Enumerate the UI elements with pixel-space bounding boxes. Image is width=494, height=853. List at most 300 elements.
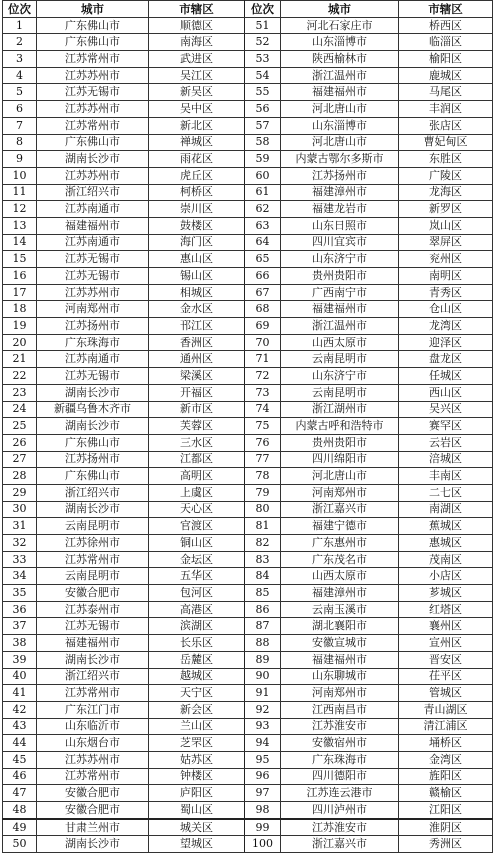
table-row xyxy=(3,651,493,668)
cell-district-left: 惠山区 xyxy=(149,251,245,268)
cell-city-left: 江苏常州市 xyxy=(37,117,149,134)
cell-rank-left: 40 xyxy=(3,668,37,685)
cell-district-right: 宣州区 xyxy=(399,635,493,652)
cell-rank-left: 42 xyxy=(3,701,37,718)
cell-city-right: 云南昆明市 xyxy=(281,351,399,368)
cell-district-left: 庐阳区 xyxy=(149,785,245,802)
header-city-left: 城市 xyxy=(37,1,149,18)
table-row xyxy=(3,251,493,268)
cell-city-right: 山东日照市 xyxy=(281,217,399,234)
table-row xyxy=(3,718,493,735)
cell-city-left: 江苏苏州市 xyxy=(37,751,149,768)
cell-district-right: 清江浦区 xyxy=(399,718,493,735)
cell-city-right: 河北唐山市 xyxy=(281,468,399,485)
cell-city-right: 山东济宁市 xyxy=(281,251,399,268)
cell-district-left: 滨湖区 xyxy=(149,618,245,635)
cell-city-left: 广东江门市 xyxy=(37,701,149,718)
cell-district-right: 青秀区 xyxy=(399,284,493,301)
cell-rank-right: 94 xyxy=(245,735,281,752)
cell-district-left: 三水区 xyxy=(149,434,245,451)
cell-district-left: 天宁区 xyxy=(149,685,245,702)
cell-rank-right: 68 xyxy=(245,301,281,318)
cell-district-right: 秀洲区 xyxy=(399,836,493,853)
cell-city-left: 湖南长沙市 xyxy=(37,384,149,401)
cell-city-right: 福建宁德市 xyxy=(281,518,399,535)
header-rank-right: 位次 xyxy=(245,1,281,18)
cell-city-right: 山西太原市 xyxy=(281,334,399,351)
table-row xyxy=(3,284,493,301)
cell-district-left: 顺德区 xyxy=(149,17,245,34)
cell-rank-right: 86 xyxy=(245,601,281,618)
table-row xyxy=(3,635,493,652)
cell-district-left: 新吴区 xyxy=(149,84,245,101)
table-row xyxy=(3,585,493,602)
cell-district-right: 管城区 xyxy=(399,685,493,702)
cell-rank-right: 60 xyxy=(245,167,281,184)
cell-city-right: 广东珠海市 xyxy=(281,751,399,768)
cell-city-right: 福建龙岩市 xyxy=(281,201,399,218)
cell-district-left: 锡山区 xyxy=(149,268,245,285)
cell-city-right: 内蒙古呼和浩特市 xyxy=(281,418,399,435)
cell-rank-left: 23 xyxy=(3,384,37,401)
cell-district-left: 香洲区 xyxy=(149,334,245,351)
cell-rank-left: 15 xyxy=(3,251,37,268)
cell-rank-right: 67 xyxy=(245,284,281,301)
table-row xyxy=(3,67,493,84)
cell-rank-right: 84 xyxy=(245,568,281,585)
cell-rank-left: 6 xyxy=(3,101,37,118)
cell-city-right: 云南昆明市 xyxy=(281,384,399,401)
cell-rank-right: 61 xyxy=(245,184,281,201)
table-row xyxy=(3,117,493,134)
cell-rank-right: 91 xyxy=(245,685,281,702)
cell-city-right: 浙江嘉兴市 xyxy=(281,836,399,853)
header-row xyxy=(3,1,493,18)
cell-city-right: 山东济宁市 xyxy=(281,368,399,385)
cell-district-left: 芙蓉区 xyxy=(149,418,245,435)
cell-district-left: 南海区 xyxy=(149,34,245,51)
table-row xyxy=(3,217,493,234)
table-row xyxy=(3,401,493,418)
cell-district-right: 云岩区 xyxy=(399,434,493,451)
cell-district-right: 芗城区 xyxy=(399,585,493,602)
cell-city-left: 山东临沂市 xyxy=(37,718,149,735)
cell-district-right: 榆阳区 xyxy=(399,51,493,68)
cell-city-right: 内蒙古鄂尔多斯市 xyxy=(281,151,399,168)
cell-district-left: 海门区 xyxy=(149,234,245,251)
cell-rank-right: 92 xyxy=(245,701,281,718)
table-row xyxy=(3,518,493,535)
cell-district-left: 新会区 xyxy=(149,701,245,718)
cell-district-left: 高港区 xyxy=(149,601,245,618)
cell-district-right: 吴兴区 xyxy=(399,401,493,418)
cell-district-right: 曹妃甸区 xyxy=(399,134,493,151)
cell-city-right: 福建福州市 xyxy=(281,84,399,101)
cell-city-right: 山东淄博市 xyxy=(281,34,399,51)
cell-city-right: 安徽宿州市 xyxy=(281,735,399,752)
cell-district-right: 鹿城区 xyxy=(399,67,493,84)
table-row xyxy=(3,535,493,552)
cell-city-right: 福建福州市 xyxy=(281,651,399,668)
cell-district-left: 望城区 xyxy=(149,836,245,853)
cell-district-left: 高明区 xyxy=(149,468,245,485)
cell-district-left: 芝罘区 xyxy=(149,735,245,752)
cell-rank-right: 64 xyxy=(245,234,281,251)
cell-district-right: 旌阳区 xyxy=(399,768,493,785)
cell-city-left: 江苏南通市 xyxy=(37,234,149,251)
cell-rank-right: 98 xyxy=(245,802,281,819)
cell-city-left: 湖南长沙市 xyxy=(37,418,149,435)
cell-city-left: 河南郑州市 xyxy=(37,301,149,318)
header-district-left: 市辖区 xyxy=(149,1,245,18)
cell-city-right: 四川德阳市 xyxy=(281,768,399,785)
table-row xyxy=(3,468,493,485)
cell-rank-left: 29 xyxy=(3,484,37,501)
cell-city-left: 山东烟台市 xyxy=(37,735,149,752)
cell-district-right: 新罗区 xyxy=(399,201,493,218)
cell-rank-right: 71 xyxy=(245,351,281,368)
cell-city-right: 湖北襄阳市 xyxy=(281,618,399,635)
cell-rank-right: 85 xyxy=(245,585,281,602)
cell-district-left: 新市区 xyxy=(149,401,245,418)
cell-district-right: 迎泽区 xyxy=(399,334,493,351)
cell-city-right: 福建漳州市 xyxy=(281,184,399,201)
cell-city-right: 陕西榆林市 xyxy=(281,51,399,68)
cell-district-left: 江都区 xyxy=(149,451,245,468)
cell-rank-left: 33 xyxy=(3,551,37,568)
cell-city-left: 江苏南通市 xyxy=(37,201,149,218)
cell-rank-left: 36 xyxy=(3,601,37,618)
cell-rank-right: 75 xyxy=(245,418,281,435)
cell-rank-left: 26 xyxy=(3,434,37,451)
cell-city-left: 甘肃兰州市 xyxy=(37,819,149,836)
table-row xyxy=(3,819,493,836)
cell-district-left: 越城区 xyxy=(149,668,245,685)
cell-city-left: 江苏扬州市 xyxy=(37,318,149,335)
cell-rank-right: 95 xyxy=(245,751,281,768)
cell-rank-right: 73 xyxy=(245,384,281,401)
cell-city-left: 江苏徐州市 xyxy=(37,535,149,552)
cell-city-right: 浙江温州市 xyxy=(281,67,399,84)
ranking-table xyxy=(2,0,493,853)
cell-rank-left: 16 xyxy=(3,268,37,285)
cell-district-right: 晋安区 xyxy=(399,651,493,668)
cell-district-left: 包河区 xyxy=(149,585,245,602)
cell-rank-right: 87 xyxy=(245,618,281,635)
header-district-right: 市辖区 xyxy=(399,1,493,18)
cell-rank-right: 65 xyxy=(245,251,281,268)
cell-district-left: 五华区 xyxy=(149,568,245,585)
table-row xyxy=(3,701,493,718)
cell-rank-left: 9 xyxy=(3,151,37,168)
cell-city-left: 江苏苏州市 xyxy=(37,101,149,118)
cell-rank-left: 19 xyxy=(3,318,37,335)
table-row xyxy=(3,768,493,785)
cell-district-left: 上虞区 xyxy=(149,484,245,501)
cell-city-left: 安徽合肥市 xyxy=(37,802,149,819)
cell-district-right: 丰南区 xyxy=(399,468,493,485)
cell-rank-left: 44 xyxy=(3,735,37,752)
cell-district-left: 新北区 xyxy=(149,117,245,134)
cell-district-right: 西山区 xyxy=(399,384,493,401)
cell-district-left: 通州区 xyxy=(149,351,245,368)
cell-district-right: 茌平区 xyxy=(399,668,493,685)
cell-rank-left: 22 xyxy=(3,368,37,385)
cell-rank-left: 14 xyxy=(3,234,37,251)
cell-rank-left: 17 xyxy=(3,284,37,301)
cell-district-left: 禅城区 xyxy=(149,134,245,151)
cell-district-right: 青山湖区 xyxy=(399,701,493,718)
cell-rank-right: 88 xyxy=(245,635,281,652)
cell-rank-left: 39 xyxy=(3,651,37,668)
cell-rank-left: 25 xyxy=(3,418,37,435)
cell-rank-left: 5 xyxy=(3,84,37,101)
cell-rank-right: 57 xyxy=(245,117,281,134)
cell-rank-left: 12 xyxy=(3,201,37,218)
cell-rank-right: 53 xyxy=(245,51,281,68)
cell-city-left: 江苏常州市 xyxy=(37,685,149,702)
cell-district-right: 金湾区 xyxy=(399,751,493,768)
cell-city-right: 浙江湖州市 xyxy=(281,401,399,418)
cell-district-left: 武进区 xyxy=(149,51,245,68)
table-row xyxy=(3,134,493,151)
cell-rank-left: 13 xyxy=(3,217,37,234)
cell-rank-left: 41 xyxy=(3,685,37,702)
cell-rank-left: 28 xyxy=(3,468,37,485)
table-row xyxy=(3,568,493,585)
cell-city-left: 江苏苏州市 xyxy=(37,284,149,301)
cell-district-left: 钟楼区 xyxy=(149,768,245,785)
cell-district-left: 兰山区 xyxy=(149,718,245,735)
cell-district-left: 天心区 xyxy=(149,501,245,518)
cell-city-right: 河北唐山市 xyxy=(281,101,399,118)
cell-district-left: 铜山区 xyxy=(149,535,245,552)
table-row xyxy=(3,384,493,401)
cell-city-left: 安徽合肥市 xyxy=(37,585,149,602)
cell-rank-left: 47 xyxy=(3,785,37,802)
cell-district-right: 南明区 xyxy=(399,268,493,285)
table-row xyxy=(3,84,493,101)
table-row xyxy=(3,318,493,335)
table-row xyxy=(3,434,493,451)
cell-rank-left: 38 xyxy=(3,635,37,652)
cell-district-left: 吴江区 xyxy=(149,67,245,84)
cell-rank-right: 78 xyxy=(245,468,281,485)
cell-city-right: 福建漳州市 xyxy=(281,585,399,602)
cell-city-left: 云南昆明市 xyxy=(37,568,149,585)
cell-rank-left: 4 xyxy=(3,67,37,84)
cell-rank-left: 32 xyxy=(3,535,37,552)
cell-district-left: 邗江区 xyxy=(149,318,245,335)
cell-rank-right: 55 xyxy=(245,84,281,101)
cell-rank-right: 89 xyxy=(245,651,281,668)
cell-rank-left: 7 xyxy=(3,117,37,134)
cell-rank-right: 66 xyxy=(245,268,281,285)
cell-rank-right: 81 xyxy=(245,518,281,535)
cell-city-right: 浙江嘉兴市 xyxy=(281,501,399,518)
cell-city-left: 浙江绍兴市 xyxy=(37,484,149,501)
cell-rank-left: 48 xyxy=(3,802,37,819)
cell-rank-right: 56 xyxy=(245,101,281,118)
table-row xyxy=(3,268,493,285)
cell-rank-right: 62 xyxy=(245,201,281,218)
cell-district-right: 岚山区 xyxy=(399,217,493,234)
cell-district-left: 鼓楼区 xyxy=(149,217,245,234)
cell-rank-left: 35 xyxy=(3,585,37,602)
cell-rank-left: 11 xyxy=(3,184,37,201)
table-body xyxy=(3,17,493,852)
cell-rank-left: 37 xyxy=(3,618,37,635)
cell-city-left: 湖南长沙市 xyxy=(37,651,149,668)
cell-rank-right: 70 xyxy=(245,334,281,351)
cell-district-right: 淮阴区 xyxy=(399,819,493,836)
cell-district-left: 雨花区 xyxy=(149,151,245,168)
cell-district-right: 小店区 xyxy=(399,568,493,585)
cell-district-right: 马尾区 xyxy=(399,84,493,101)
cell-city-right: 云南玉溪市 xyxy=(281,601,399,618)
cell-district-left: 蜀山区 xyxy=(149,802,245,819)
cell-district-right: 襄州区 xyxy=(399,618,493,635)
cell-rank-right: 83 xyxy=(245,551,281,568)
cell-district-right: 茂南区 xyxy=(399,551,493,568)
cell-rank-right: 97 xyxy=(245,785,281,802)
cell-district-right: 红塔区 xyxy=(399,601,493,618)
cell-district-right: 南湖区 xyxy=(399,501,493,518)
cell-rank-right: 51 xyxy=(245,17,281,34)
cell-city-right: 广东茂名市 xyxy=(281,551,399,568)
cell-district-right: 盘龙区 xyxy=(399,351,493,368)
cell-city-left: 新疆乌鲁木齐市 xyxy=(37,401,149,418)
table-row xyxy=(3,34,493,51)
cell-district-right: 赛罕区 xyxy=(399,418,493,435)
cell-rank-left: 31 xyxy=(3,518,37,535)
cell-rank-right: 58 xyxy=(245,134,281,151)
table-row xyxy=(3,501,493,518)
cell-rank-left: 46 xyxy=(3,768,37,785)
cell-district-left: 长乐区 xyxy=(149,635,245,652)
cell-rank-right: 59 xyxy=(245,151,281,168)
cell-city-right: 四川宜宾市 xyxy=(281,234,399,251)
cell-rank-right: 79 xyxy=(245,484,281,501)
header-rank-left: 位次 xyxy=(3,1,37,18)
table-row xyxy=(3,334,493,351)
cell-rank-right: 96 xyxy=(245,768,281,785)
table-row xyxy=(3,618,493,635)
cell-rank-right: 69 xyxy=(245,318,281,335)
table-row xyxy=(3,167,493,184)
cell-city-right: 江西南昌市 xyxy=(281,701,399,718)
cell-city-right: 贵州贵阳市 xyxy=(281,434,399,451)
cell-district-left: 金水区 xyxy=(149,301,245,318)
cell-district-right: 兖州区 xyxy=(399,251,493,268)
cell-district-left: 崇川区 xyxy=(149,201,245,218)
table-row xyxy=(3,685,493,702)
cell-city-right: 四川绵阳市 xyxy=(281,451,399,468)
cell-city-left: 湖南长沙市 xyxy=(37,836,149,853)
cell-district-left: 官渡区 xyxy=(149,518,245,535)
cell-city-right: 山东淄博市 xyxy=(281,117,399,134)
header-city-right: 城市 xyxy=(281,1,399,18)
cell-city-left: 云南昆明市 xyxy=(37,518,149,535)
table-row xyxy=(3,51,493,68)
cell-district-left: 开福区 xyxy=(149,384,245,401)
table-row xyxy=(3,351,493,368)
cell-city-left: 广东珠海市 xyxy=(37,334,149,351)
cell-district-left: 吴中区 xyxy=(149,101,245,118)
table-row xyxy=(3,802,493,819)
cell-district-right: 任城区 xyxy=(399,368,493,385)
table-row xyxy=(3,601,493,618)
cell-district-left: 岳麓区 xyxy=(149,651,245,668)
cell-rank-left: 1 xyxy=(3,17,37,34)
cell-city-right: 河南郑州市 xyxy=(281,685,399,702)
cell-rank-left: 24 xyxy=(3,401,37,418)
cell-city-left: 福建福州市 xyxy=(37,217,149,234)
cell-city-left: 安徽合肥市 xyxy=(37,785,149,802)
cell-city-left: 广东佛山市 xyxy=(37,34,149,51)
cell-rank-right: 99 xyxy=(245,819,281,836)
cell-city-left: 江苏常州市 xyxy=(37,768,149,785)
cell-rank-left: 30 xyxy=(3,501,37,518)
cell-city-left: 江苏常州市 xyxy=(37,51,149,68)
cell-district-left: 姑苏区 xyxy=(149,751,245,768)
cell-rank-left: 34 xyxy=(3,568,37,585)
cell-rank-left: 18 xyxy=(3,301,37,318)
cell-rank-right: 100 xyxy=(245,836,281,853)
cell-city-left: 江苏无锡市 xyxy=(37,268,149,285)
cell-city-right: 广东惠州市 xyxy=(281,535,399,552)
cell-city-left: 广东佛山市 xyxy=(37,468,149,485)
cell-city-right: 安徽宣城市 xyxy=(281,635,399,652)
cell-district-right: 蕉城区 xyxy=(399,518,493,535)
cell-district-right: 桥西区 xyxy=(399,17,493,34)
cell-district-right: 赣榆区 xyxy=(399,785,493,802)
cell-rank-left: 2 xyxy=(3,34,37,51)
cell-district-right: 龙海区 xyxy=(399,184,493,201)
cell-city-left: 江苏无锡市 xyxy=(37,368,149,385)
table-row xyxy=(3,234,493,251)
cell-rank-right: 80 xyxy=(245,501,281,518)
cell-rank-left: 49 xyxy=(3,819,37,836)
cell-rank-right: 63 xyxy=(245,217,281,234)
cell-rank-right: 72 xyxy=(245,368,281,385)
cell-district-left: 梁溪区 xyxy=(149,368,245,385)
cell-rank-left: 50 xyxy=(3,836,37,853)
table-row xyxy=(3,785,493,802)
cell-district-left: 金坛区 xyxy=(149,551,245,568)
cell-district-left: 相城区 xyxy=(149,284,245,301)
cell-district-right: 惠城区 xyxy=(399,535,493,552)
table-row xyxy=(3,751,493,768)
cell-city-right: 江苏淮安市 xyxy=(281,819,399,836)
cell-rank-left: 20 xyxy=(3,334,37,351)
cell-rank-right: 52 xyxy=(245,34,281,51)
cell-city-right: 山西太原市 xyxy=(281,568,399,585)
cell-city-right: 河南郑州市 xyxy=(281,484,399,501)
table-row xyxy=(3,418,493,435)
table-row xyxy=(3,484,493,501)
cell-rank-left: 43 xyxy=(3,718,37,735)
cell-city-right: 江苏淮安市 xyxy=(281,718,399,735)
table-row xyxy=(3,184,493,201)
cell-district-right: 仓山区 xyxy=(399,301,493,318)
cell-city-left: 广东佛山市 xyxy=(37,17,149,34)
cell-district-left: 城关区 xyxy=(149,819,245,836)
cell-district-right: 埇桥区 xyxy=(399,735,493,752)
cell-rank-left: 45 xyxy=(3,751,37,768)
cell-city-left: 江苏无锡市 xyxy=(37,618,149,635)
cell-city-left: 江苏无锡市 xyxy=(37,251,149,268)
